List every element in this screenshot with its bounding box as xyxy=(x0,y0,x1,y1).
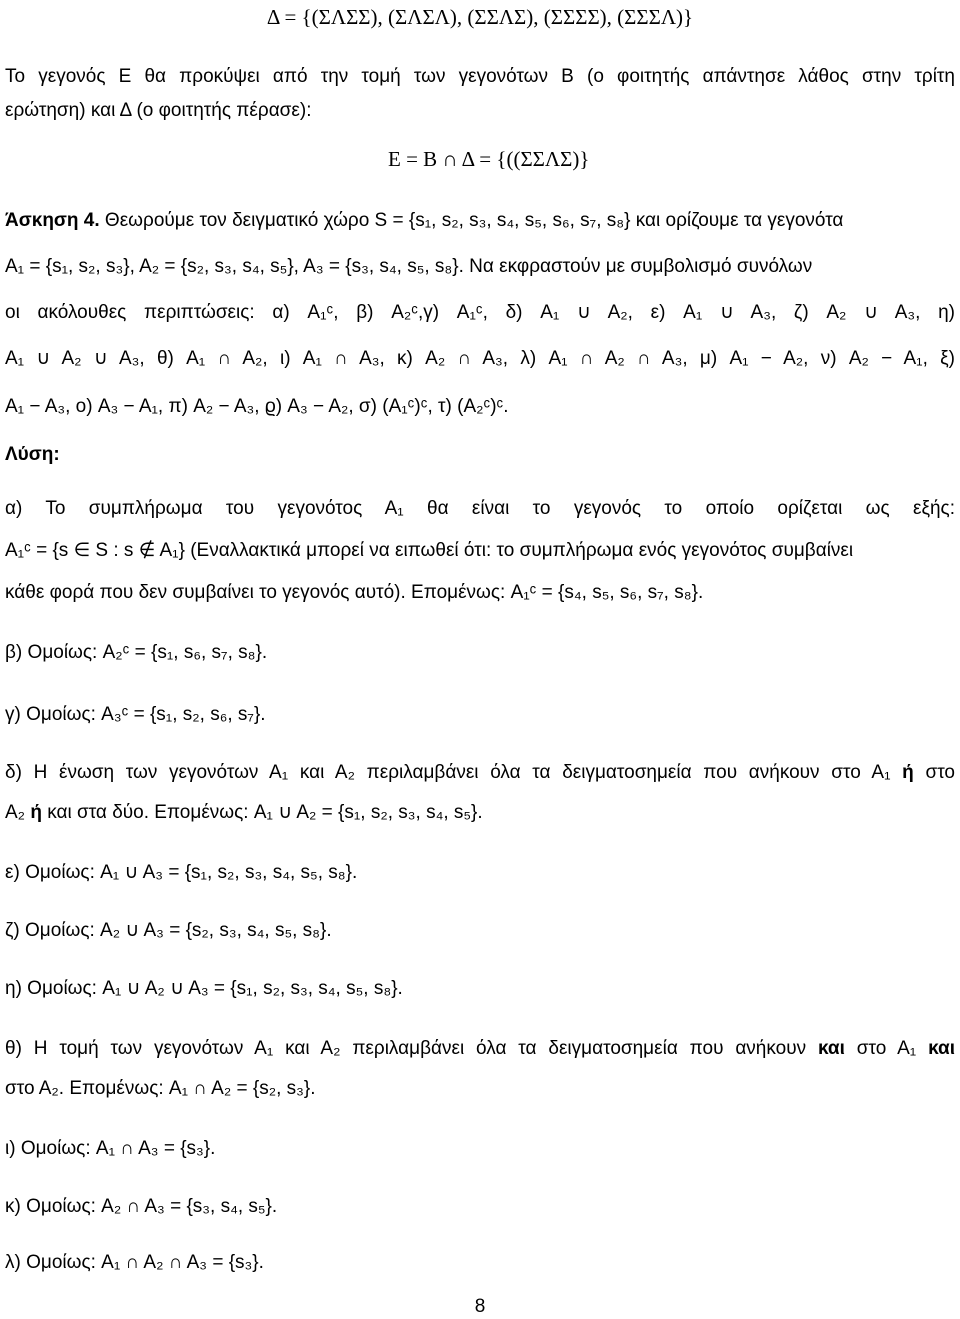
exercise-statement-line xyxy=(5,394,955,420)
text-span: θ) Η τομή των γεγονότων Α₁ και Α₂ περιλαμβάνει όλα τα δειγματοσημεία που ανήκουν xyxy=(5,1038,818,1059)
text-span: ζ) Ομοίως: A₂ ∪ A₃ = {s₂, s₃, s₄, s₅, s₈}. xyxy=(5,920,332,941)
text-span: A₁ ∪ A₂ ∪ A₃, θ) A₁ ∩ A₂, ι) A₁ ∩ A₃, κ) A₂ ∩ A₃, λ) A₁ ∩ A₂ ∩ A₃, μ) A₁ − A₂, ν) A₂ − A₁, ξ) xyxy=(5,348,955,369)
event-e-equation xyxy=(388,146,955,172)
exercise-heading: Άσκηση 4. xyxy=(5,210,100,231)
paragraph-line xyxy=(5,98,955,124)
emphasis-text: και xyxy=(928,1038,955,1059)
text-span: η) Ομοίως: A₁ ∪ A₂ ∪ A₃ = {s₁, s₂, s₃, s₄, s₅, s₈}. xyxy=(5,978,403,999)
solution-line xyxy=(5,860,955,886)
text-span: κάθε φορά που δεν συμβαίνει το γεγονός αυτό). Επομένως: A₁ᶜ = {s₄, s₅, s₆, s₇, s₈}. xyxy=(5,582,704,603)
text-span: ε) Ομοίως: A₁ ∪ A₃ = {s₁, s₂, s₃, s₄, s₅, s₈}. xyxy=(5,862,358,883)
text-span: A₁ − A₃, ο) A₃ − A₁, π) A₂ − A₃, ϱ) A₃ − A₂, σ) (A₁ᶜ)ᶜ, τ) (A₂ᶜ)ᶜ. xyxy=(5,396,509,417)
text-span: στο Α₁ xyxy=(844,1038,929,1059)
exercise-statement-line xyxy=(5,208,955,234)
text-span: ερώτηση) και Δ (ο φοιτητής πέρασε): xyxy=(5,100,312,121)
text-span: Θεωρούμε τον δειγματικό χώρο S = {s₁, s₂, s₃, s₄, s₅, s₆, s₇, s₈} και ορίζουμε τα γεγονότα xyxy=(99,210,844,231)
emphasis-text: και xyxy=(817,1038,845,1059)
solution-line xyxy=(5,496,955,522)
paragraph-line xyxy=(5,64,955,90)
solution-line xyxy=(5,976,955,1002)
solution-line xyxy=(5,640,955,666)
text-span: Ε = Β ∩ Δ = {((ΣΣΛΣ)} xyxy=(388,147,590,171)
text-span: λ) Ομοίως: A₁ ∩ A₂ ∩ A₃ = {s₃}. xyxy=(5,1252,264,1273)
text-span: Λύση: xyxy=(5,444,60,465)
text-span: οι ακόλουθες περιπτώσεις: α) A₁ᶜ, β) A₂ᶜ,γ) A₁ᶜ, δ) A₁ ∪ A₂, ε) A₁ ∪ A₃, ζ) A₂ ∪ A₃, η) xyxy=(5,302,955,323)
emphasis-text: ή xyxy=(902,762,914,783)
text-span: A₁ᶜ = {s ∈ S : s ∉ A₁} (Εναλλακτικά μπορεί να ειπωθεί ότι: το συμπλήρωμα ενός γεγονότος συμβαίνει xyxy=(5,540,854,561)
text-span: στο Α₂. Επομένως: A₁ ∩ A₂ = {s₂, s₃}. xyxy=(5,1078,316,1099)
text-span: στο xyxy=(913,762,955,783)
solution-line xyxy=(5,580,955,606)
solution-line xyxy=(5,702,955,728)
text-span: α) Το συμπλήρωμα του γεγονότος Α₁ θα είναι το γεγονός το οποίο ορίζεται ως εξής: xyxy=(5,498,955,519)
solution-line xyxy=(5,918,955,944)
text-span: δ) Η ένωση των γεγονότων Α₁ και Α₂ περιλαμβάνει όλα τα δειγματοσημεία που ανήκουν στο Α₁ xyxy=(5,762,903,783)
solution-heading xyxy=(5,442,955,468)
text-span: β) Ομοίως: A₂ᶜ = {s₁, s₆, s₇, s₈}. xyxy=(5,642,268,663)
solution-line xyxy=(5,538,955,564)
text-span: A₁ = {s₁, s₂, s₃}, A₂ = {s₂, s₃, s₄, s₅}, A₃ = {s₃, s₄, s₅, s₈}. Να εκφραστούν με συμβολισμό συνόλων xyxy=(5,256,813,277)
text-span: κ) Ομοίως: A₂ ∩ A₃ = {s₃, s₄, s₅}. xyxy=(5,1196,278,1217)
solution-line xyxy=(5,1036,955,1062)
solution-line xyxy=(5,1194,955,1220)
exercise-statement-line xyxy=(5,346,955,372)
solution-line xyxy=(5,760,955,786)
solution-line xyxy=(5,800,955,826)
solution-line xyxy=(5,1250,955,1276)
text-span: γ) Ομοίως: A₃ᶜ = {s₁, s₂, s₆, s₇}. xyxy=(5,704,266,725)
emphasis-text: ή xyxy=(30,802,42,823)
text-span: Το γεγονός Ε θα προκύψει από την τομή των γεγονότων Β (ο φοιτητής απάντησε λάθος στην τρίτη xyxy=(5,66,955,87)
text-span: και στα δύο. Επομένως: A₁ ∪ A₂ = {s₁, s₂, s₃, s₄, s₅}. xyxy=(41,802,483,823)
exercise-statement-line xyxy=(5,300,955,326)
solution-line xyxy=(5,1076,955,1102)
text-span: ι) Ομοίως: A₁ ∩ A₃ = {s₃}. xyxy=(5,1138,216,1159)
page-number: 8 xyxy=(474,1296,486,1317)
set-delta-equation xyxy=(0,4,960,30)
exercise-statement-line xyxy=(5,254,955,280)
text-span: Δ = {(ΣΛΣΣ), (ΣΛΣΛ), (ΣΣΛΣ), (ΣΣΣΣ), (ΣΣΣΛ)} xyxy=(266,5,694,29)
text-span: Α₂ xyxy=(5,802,31,823)
solution-line xyxy=(5,1136,955,1162)
